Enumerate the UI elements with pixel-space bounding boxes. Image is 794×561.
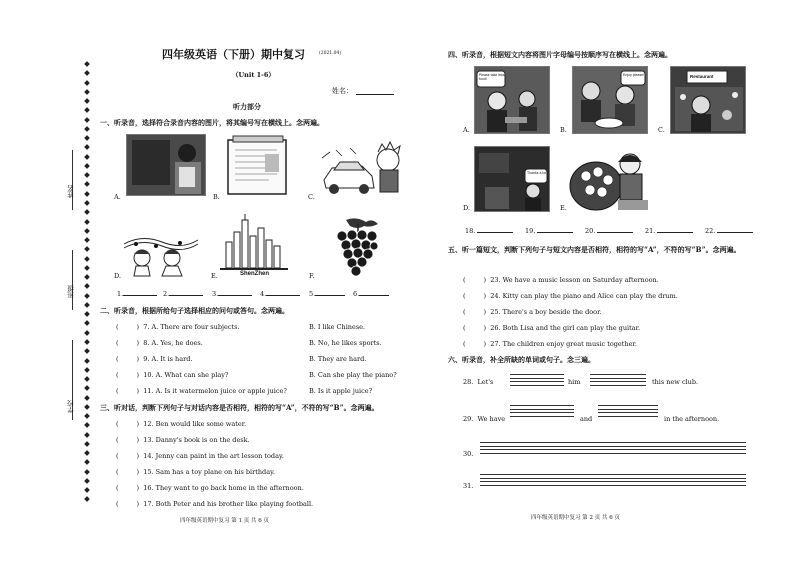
fill-in-28a[interactable] [510, 374, 564, 388]
q29-word-and: and [580, 415, 593, 423]
question-9-option-b: B. They are hard. [309, 355, 367, 363]
section3-instruction: 三、听对话，判断下列句子与对话内容是否相符，相符的写“A”，不符的写“B”。念两遍。 [100, 403, 379, 412]
q29-word-rest: in the afternoon. [664, 415, 720, 423]
question-26: ( ) 26. Both Lisa and the girl can play the guitar. [463, 324, 641, 332]
question-17: ( ) 17. Both Peter and his brother like playing football. [116, 500, 314, 508]
section2-instruction: 二、听录音，根据所给句子选择相应的问句或答句。念两遍。 [100, 306, 289, 315]
section5-instruction: 五、听一篇短文，判断下列句子与短文内容是否相符，相符的写“A”，不符的写“B”。念两遍。 [448, 245, 741, 254]
bubble-4c-text: Restaurant [690, 74, 714, 79]
shenzhen-label: ShenZhen [240, 271, 270, 277]
bubble-4d-text: Thanks a lot [527, 171, 547, 175]
picture-4b-enjoy-please [572, 66, 648, 134]
margin-class-label: 班级 [67, 285, 75, 298]
fill-in-28b[interactable] [590, 374, 646, 388]
picture-4d-thanks-a-lot [474, 146, 550, 212]
question-28: 28. Let's [463, 378, 494, 386]
fill-in-31[interactable] [480, 474, 746, 488]
question-8: ( ) 8. A. Yes, he does. [116, 339, 203, 347]
fill-in-29a[interactable] [510, 405, 574, 419]
question-9: ( ) 9. A. It is hard. [116, 355, 193, 363]
question-27: ( ) 27. The children enjoy great music together. [463, 340, 637, 348]
answer-blank-5[interactable]: 5. [309, 290, 345, 298]
question-13: ( ) 13. Danny's book is on the desk. [116, 436, 250, 444]
footer-left-page: 四年级英语期中复习 第 1 页 共 6 页 [180, 518, 269, 524]
answer-blank-22[interactable]: 22. [705, 227, 753, 235]
picture-4a-take-less-food [474, 66, 550, 134]
section6-instruction: 六、听录音，补全所缺的单词或句子。念三遍。 [448, 355, 595, 364]
section4-instruction: 四、听录音，根据短文内容将图片字母编号按顺序写在横线上。念两遍。 [448, 50, 672, 59]
answer-blank-19[interactable]: 19. [525, 227, 573, 235]
question-12: ( ) 12. Ben would like some water. [116, 420, 247, 428]
exam-date: (2021.04) [319, 51, 342, 56]
question-10-option-b: B. Can she play the piano? [309, 371, 397, 379]
question-25: ( ) 25. There's a boy beside the door. [463, 308, 602, 316]
name-label: 姓名： [332, 87, 353, 95]
question-10: ( ) 10. A. What can she play? [116, 371, 229, 379]
margin-name-line [72, 150, 73, 210]
question-23: ( ) 23. We have a music lesson on Saturday afternoon. [463, 276, 659, 284]
margin-school-label: 学校 [67, 400, 75, 413]
picture-f-grapes [328, 216, 384, 282]
margin-class-line [72, 250, 73, 310]
picture-4b-letter: B. [560, 126, 567, 134]
picture-4c-letter: C. [658, 126, 665, 134]
question-7: ( ) 7. A. There are four subjects. [116, 323, 240, 331]
picture-c-letter: C. [308, 193, 315, 201]
picture-a-painting [126, 134, 206, 196]
answer-blank-1[interactable]: 1. [117, 290, 157, 298]
picture-d-letter: D. [114, 272, 122, 280]
answer-blank-21[interactable]: 21. [645, 227, 693, 235]
section1-instruction: 一、听录音，选择符合录音内容的图片，将其编号写在横线上。念两遍。 [100, 118, 324, 127]
picture-e-shenzhen-skyline [218, 214, 290, 282]
picture-b-letter: B. [213, 193, 220, 201]
answer-blank-20[interactable]: 20. [585, 227, 633, 235]
question-14: ( ) 14. Jenny can paint in the art lesson today. [116, 452, 284, 460]
answer-blank-2[interactable]: 2. [163, 290, 203, 298]
footer-right-page: 四年级英语期中复习 第 2 页 共 6 页 [531, 515, 620, 521]
bubble-4b-text: Enjoy please! [623, 73, 645, 77]
picture-4c-restaurant [670, 66, 746, 134]
question-15: ( ) 15. Sam has a toy plane on his birthday. [116, 468, 275, 476]
answer-blank-4[interactable]: 4. [260, 290, 300, 298]
question-11-option-b: B. Is it apple juice? [309, 387, 373, 395]
picture-4d-letter: D. [463, 204, 471, 212]
question-11: ( ) 11. A. Is it watermelon juice or apple juice? [116, 387, 287, 395]
picture-e-letter: E. [211, 272, 218, 280]
answer-blank-18[interactable]: 18. [465, 227, 513, 235]
binding-margin-dots [84, 62, 90, 502]
picture-4e-letter: E. [560, 204, 567, 212]
picture-4e-buffet-girl [568, 146, 652, 214]
picture-d-singing-children [122, 234, 200, 282]
question-16: ( ) 16. They want to go back home in the afternoon. [116, 484, 304, 492]
picture-f-letter: F. [309, 272, 315, 280]
question-30-number: 30. [463, 450, 474, 458]
question-31-number: 31. [463, 482, 474, 490]
unit-range: （Unit 1-6） [232, 71, 275, 79]
question-24: ( ) 24. Kitty can play the piano and Alice can play the drum. [463, 292, 678, 300]
picture-4a-letter: A. [463, 126, 470, 134]
fill-in-30[interactable] [480, 442, 746, 456]
answer-blank-6[interactable]: 6. [353, 290, 389, 298]
listening-heading: 听力部分 [233, 102, 261, 111]
bubble-4a-text: Please take less food! [479, 73, 505, 81]
name-field[interactable] [356, 94, 394, 95]
page-title: 四年级英语（下册）期中复习 [162, 48, 305, 61]
picture-b-notice-board [225, 134, 291, 198]
question-29: 29. We have [463, 415, 506, 423]
q28-word-him: him [568, 378, 581, 386]
question-8-option-b: B. No, he likes sports. [309, 339, 382, 347]
picture-c-car-and-boy [320, 140, 406, 198]
answer-blank-3[interactable]: 3. [212, 290, 252, 298]
q28-word-rest: this new club. [652, 378, 699, 386]
picture-a-letter: A. [114, 193, 121, 201]
margin-name-label: 姓名 [67, 185, 75, 198]
question-7-option-b: B. I like Chinese. [309, 323, 366, 331]
fill-in-29b[interactable] [598, 405, 658, 419]
